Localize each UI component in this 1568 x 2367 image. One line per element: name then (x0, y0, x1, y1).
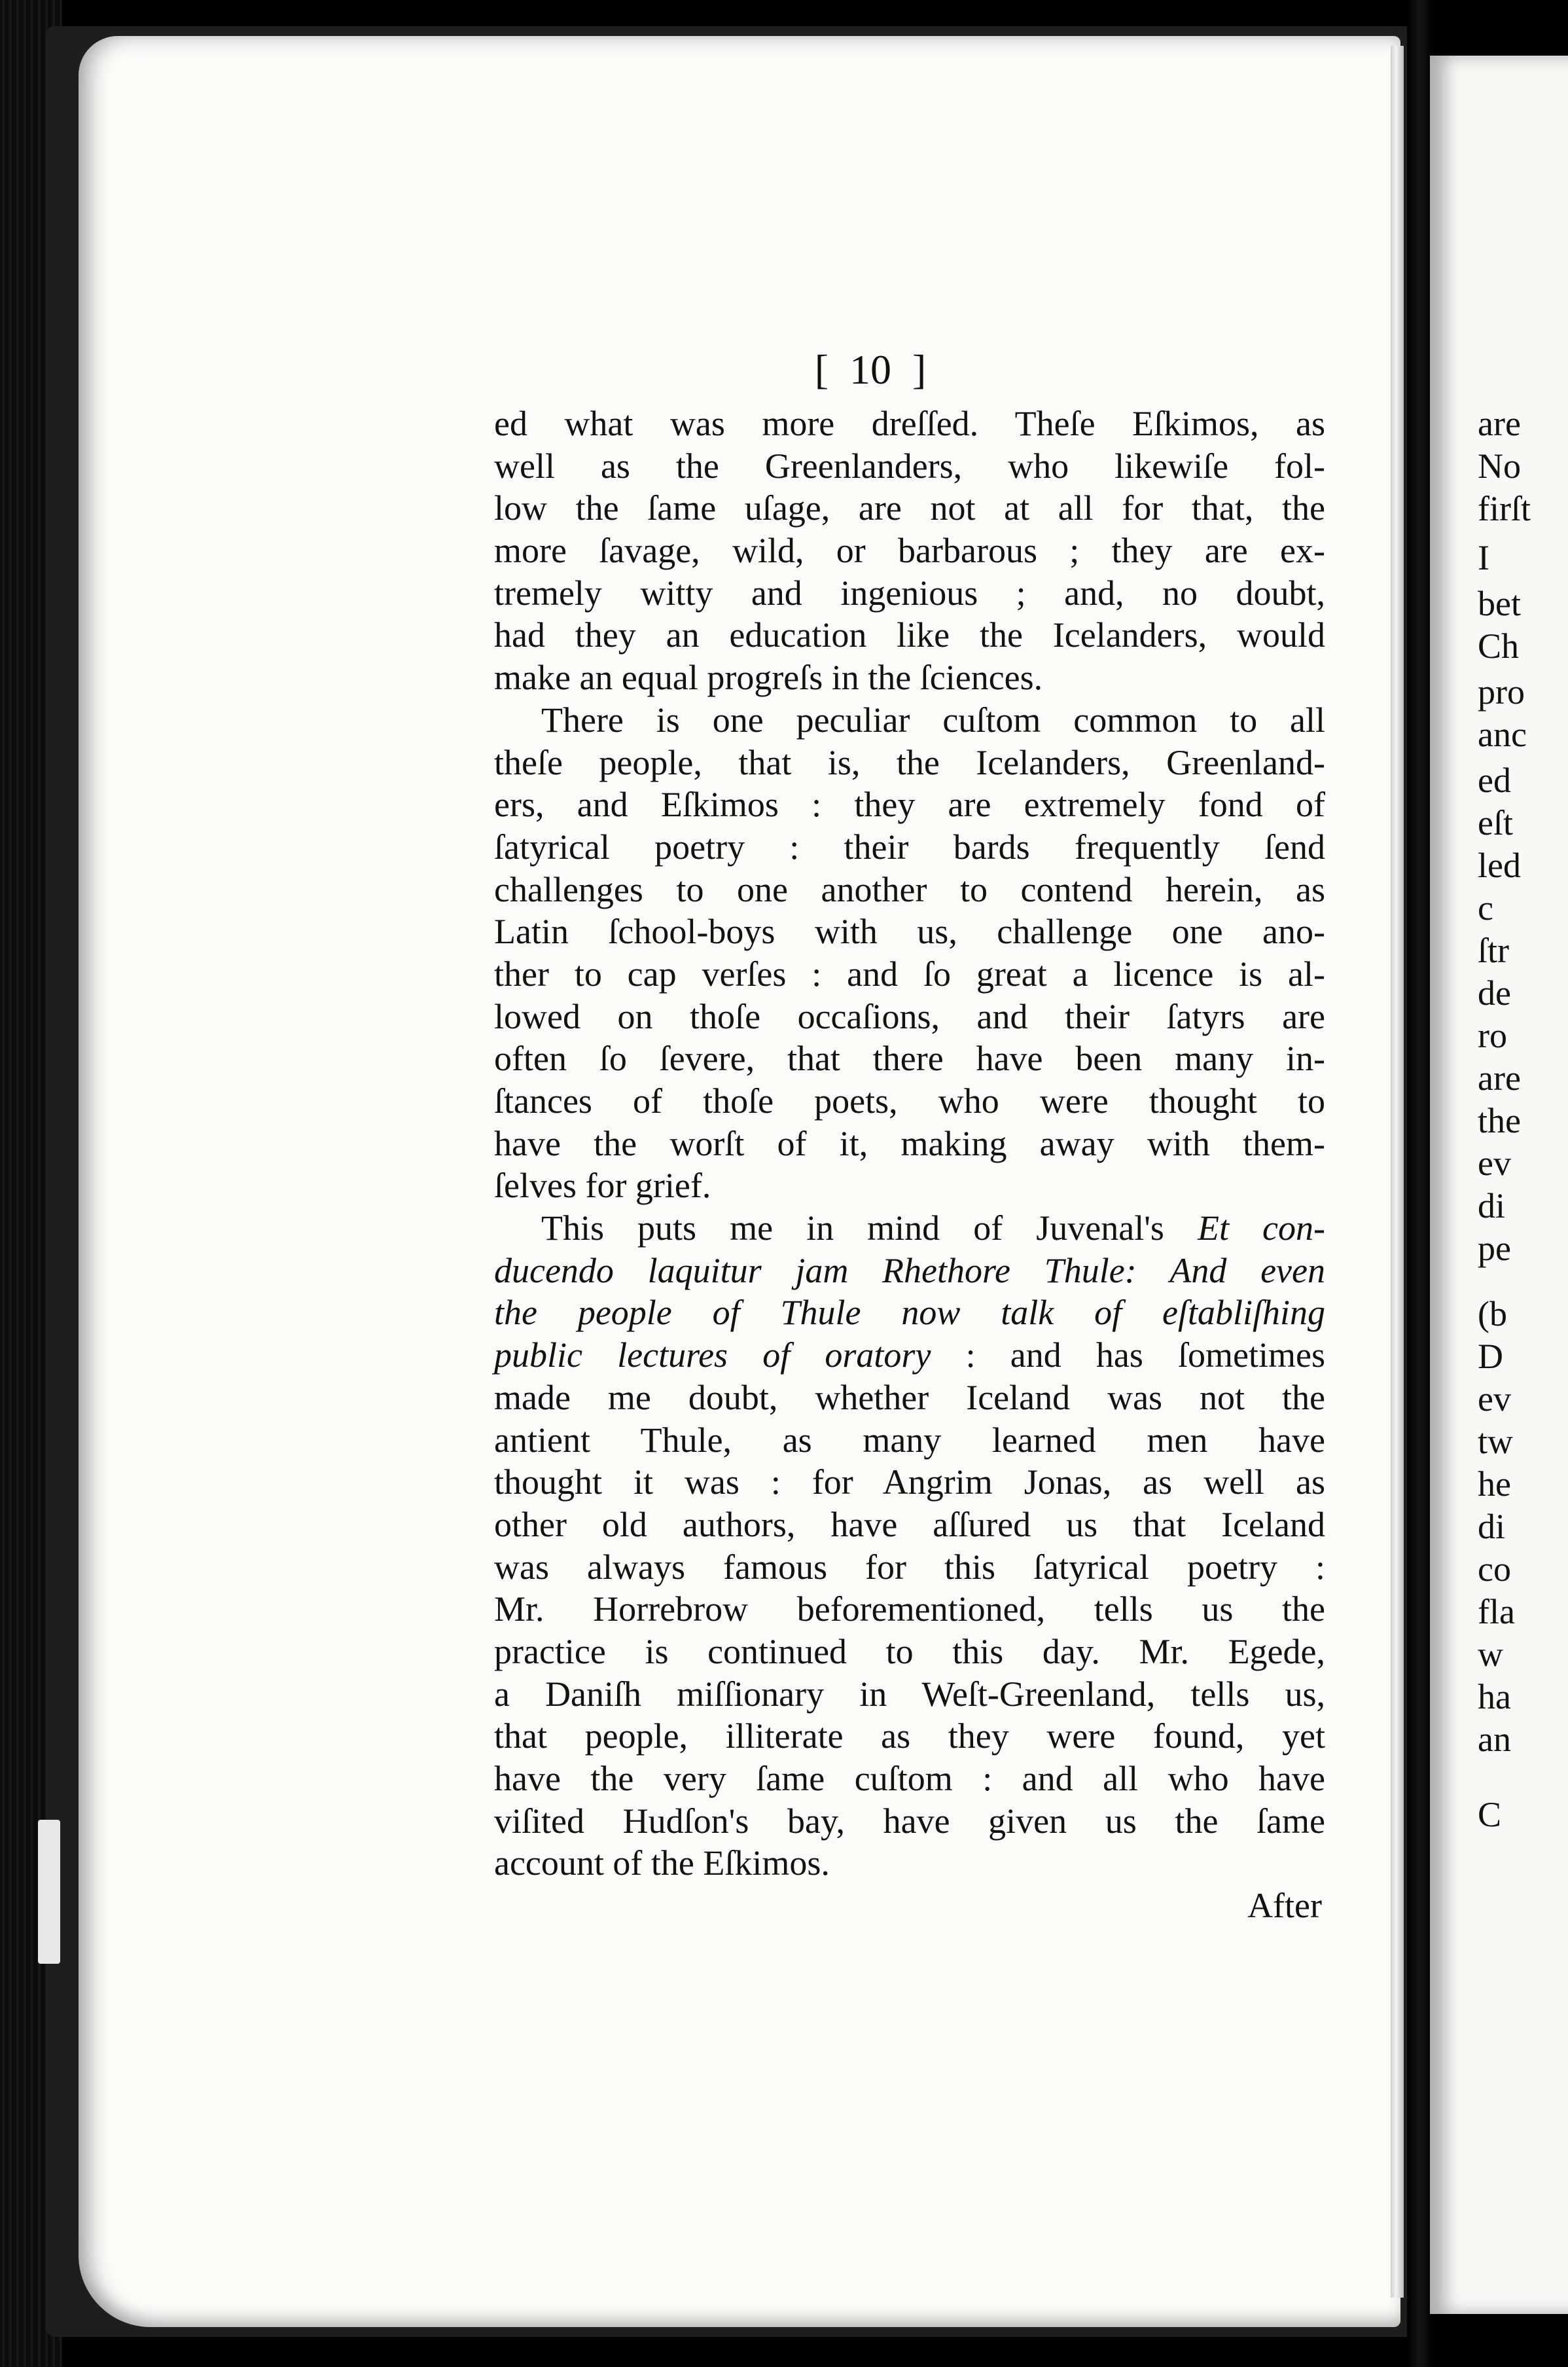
text-line: antient Thule, as many learned men have (494, 1420, 1325, 1460)
text-line: theſe people, that is, the Icelanders, Greenland- (494, 742, 1325, 782)
facing-page-fragment: bet (1478, 584, 1521, 623)
text-line: ſtances of thoſe poets, who were thought to (494, 1081, 1325, 1121)
text-line: a Daniſh miſſionary in Weſt-Greenland, tells us, (494, 1674, 1325, 1714)
text-line: the people of Thule now talk of eſtabliſhing (494, 1293, 1325, 1333)
catchword: After (1247, 1886, 1322, 1926)
text-line: ſatyrical poetry : their bards frequently ſend (494, 827, 1325, 867)
facing-page-fragment: di (1478, 1186, 1506, 1225)
text-line: made me doubt, whether Iceland was not the (494, 1377, 1325, 1417)
text-line: often ſo ſevere, that there have been many in- (494, 1039, 1325, 1079)
facing-page-fragment: ev (1478, 1144, 1511, 1183)
text-line: ers, and Eſkimos : they are extremely fond of (494, 785, 1325, 825)
text-line: other old authors, have aſſured us that Iceland (494, 1504, 1325, 1544)
facing-page-fragment: c (1478, 888, 1493, 928)
text-line: low the ſame uſage, are not at all for that, the (494, 488, 1325, 528)
text-line: more ſavage, wild, or barbarous ; they are ex- (494, 531, 1325, 571)
text-line: well as the Greenlanders, who likewiſe fol- (494, 446, 1325, 486)
facing-page-fragment: pe (1478, 1229, 1511, 1268)
facing-page-fragment: led (1478, 846, 1521, 885)
text-line: was always famous for this ſatyrical poetry : (494, 1547, 1325, 1587)
facing-page-fragment: ev (1478, 1379, 1511, 1418)
facing-page-fragment: C (1478, 1795, 1502, 1834)
facing-page-fragment: pro (1478, 672, 1525, 712)
text-line: Mr. Horrebrow beforementioned, tells us the (494, 1589, 1325, 1629)
facing-page-fragment: ha (1478, 1677, 1511, 1716)
facing-page-fragment: de (1478, 973, 1511, 1013)
text-line: public lectures of oratory : and has ſometimes (494, 1335, 1326, 1375)
facing-page-fragment: fla (1478, 1592, 1515, 1631)
book-gutter (1407, 0, 1433, 2367)
text-line: that people, illiterate as they were found, yet (494, 1716, 1325, 1756)
text-line: challenges to one another to contend herein, as (494, 869, 1325, 909)
text-line: ed what was more dreſſed. Theſe Eſkimos, as (494, 404, 1325, 443)
facing-page-fragment: ed (1478, 761, 1511, 800)
text-line: had they an education like the Icelanders, would (494, 615, 1325, 655)
facing-page-fragment: he (1478, 1464, 1511, 1504)
text-line: account of the Eſkimos. (494, 1843, 830, 1883)
text-line: tremely witty and ingenious ; and, no doubt, (494, 573, 1325, 613)
text-line: This puts me in mind of Juvenal's Et con- (541, 1208, 1325, 1248)
facing-page-fragment: firſt (1478, 489, 1531, 528)
text-line: There is one peculiar cuſtom common to all (541, 700, 1325, 740)
text-line: viſited Hudſon's bay, have given us the ſame (494, 1801, 1325, 1841)
text-line: have the worſt of it, making away with them- (494, 1123, 1325, 1163)
text-line: thought it was : for Angrim Jonas, as well as (494, 1462, 1325, 1502)
text-line: ſelves for grief. (494, 1166, 711, 1206)
text-line: lowed on thoſe occaſions, and their ſatyrs are (494, 996, 1325, 1036)
facing-page-fragment: the (1478, 1101, 1521, 1140)
facing-page-fragment: anc (1478, 715, 1527, 754)
facing-page-fragment: eſt (1478, 803, 1513, 842)
text-line: make an equal progreſs in the ſciences. (494, 658, 1043, 698)
facing-page-fragment: No (1478, 446, 1521, 486)
facing-page-fragment: (b (1478, 1294, 1507, 1333)
facing-page-fragment: di (1478, 1507, 1506, 1546)
text-line: practice is continued to this day. Mr. Egede, (494, 1631, 1325, 1671)
facing-page-fragment: are (1478, 404, 1521, 443)
text-line: ther to cap verſes : and ſo great a licence is al- (494, 954, 1325, 994)
facing-page-fragment: I (1478, 538, 1489, 577)
binding-tab (38, 1820, 60, 1964)
facing-page-fragment: an (1478, 1720, 1511, 1759)
facing-page-fragment: ro (1478, 1016, 1507, 1055)
body-text (494, 403, 1325, 1927)
text-line: have the very ſame cuſtom : and all who have (494, 1759, 1325, 1798)
facing-page-fragment: ſtr (1478, 931, 1509, 970)
facing-page-fragment: tw (1478, 1422, 1513, 1461)
facing-page-fragment: are (1478, 1058, 1521, 1098)
page-number-header: [ 10 ] (814, 346, 927, 393)
facing-page-fragment: co (1478, 1549, 1511, 1589)
page-fold-edge (1391, 46, 1404, 2298)
text-line: Latin ſchool-boys with us, challenge one ano- (494, 912, 1325, 952)
facing-page-fragment: Ch (1478, 626, 1520, 666)
text-line: ducendo laquitur jam Rhethore Thule: And even (494, 1250, 1325, 1290)
facing-page-fragment: D (1478, 1337, 1503, 1376)
facing-page-fragment: w (1478, 1635, 1503, 1674)
